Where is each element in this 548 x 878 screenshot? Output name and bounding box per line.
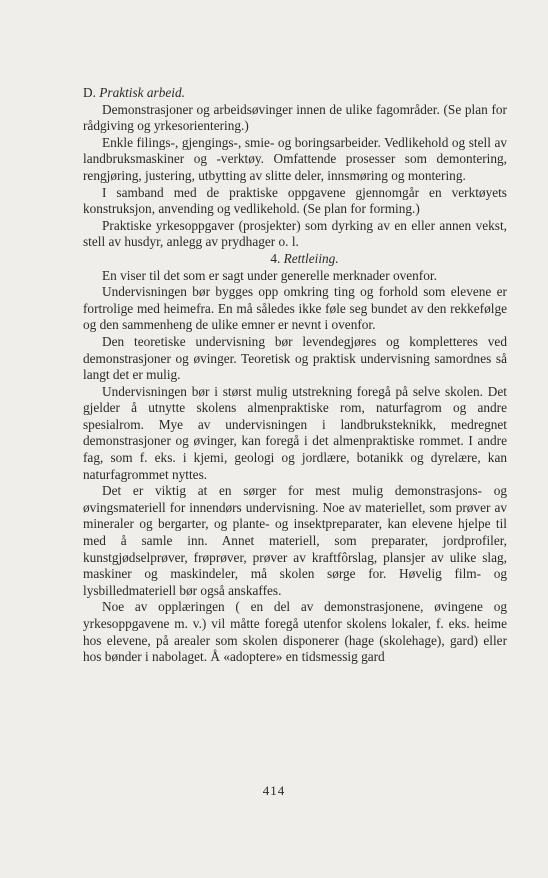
- section-d-title: Praktisk arbeid.: [99, 85, 185, 100]
- paragraph: Noe av opplæringen ( en del av demonstrasjonene, øvingene og yrkesoppgavene m. v.) vil måtte foregå utenfor skolens lokaler, f. eks. heime hos elevene, på arealer som skolen disponerer (hage (skolehage), gard) eller hos bønder i nabolaget. Å «adoptere» en tidsmessig gard: [83, 599, 507, 665]
- paragraph: Undervisningen bør bygges opp omkring ting og forhold som elevene er fortrolige med heimefra. En må således ikke føle seg bundet av den rekkefølge og den sammenheng de ulike emner er nevnt i ovenfor.: [83, 284, 507, 333]
- paragraph: Praktiske yrkesoppgaver (prosjekter) som dyrking av en eller annen vekst, stell av husdyr, anlegg av prydhager o. l.: [83, 217, 507, 250]
- section-d-letter: D.: [83, 85, 96, 100]
- paragraph: Demonstrasjoner og arbeidsøvinger innen de ulike fagområder. (Se plan for rådgiving og yrkesorientering.): [83, 101, 507, 134]
- section-4-title: Rettleiing.: [283, 250, 339, 266]
- paragraph: I samband med de praktiske oppgavene gjennomgår en verktøyets konstruksjon, anvending og vedlikehold. (Se plan for forming.): [83, 184, 507, 217]
- section-4-heading: [83, 251, 507, 268]
- paragraph: Det er viktig at en sørger for mest mulig demonstrasjons- og øvingsmateriell for innendørs undervisning. Noe av materiellet, som prøver av mineraler og bergarter, og plante- og insektpreparater, kan elevene hjelpe til med å samle inn. Annet materiell, som preparater, jordprofiler, kunstgjødselprøver, frøprøver, prøver av kraftfôrslag, plansjer av ulike slag, maskiner og maskindeler, må skolen sørge for. Høvelig film- og lysbilledmateriell bør også anskaffes.: [83, 483, 507, 598]
- page-body: [83, 85, 507, 666]
- paragraph: En viser til det som er sagt under generelle merknader ovenfor.: [102, 267, 437, 283]
- section-d-heading: [83, 85, 507, 102]
- paragraph: Undervisningen bør i størst mulig utstrekning foregå på selve skolen. Det gjelder å utnytte skolens almenpraktiske rom, naturfagrom og andre spesialrom. Mye av undervisningen i landbruksteknikk, medregnet demonstrasjoner og øvinger, kan foregå i det almenpraktiske rommet. I andre fag, som f. eks. i kjemi, geologi og jordlære, botanikk og dyrelære, kan naturfagrommet nyttes.: [83, 383, 507, 482]
- paragraph: Den teoretiske undervisning bør levendegjøres og kompletteres ved demonstrasjoner og øvinger. Teoretisk og praktisk undervisning samordnes så langt det er mulig.: [83, 333, 507, 383]
- paragraph: Enkle filings-, gjengings-, smie- og boringsarbeider. Vedlikehold og stell av landbruksmaskiner og -verktøy. Omfattende prosesser som demontering, rengjøring, justering, utbytting av slitte deler, innsmøring og montering.: [83, 134, 507, 183]
- section-4-number: 4.: [270, 250, 281, 266]
- page-number: 414: [262, 783, 286, 798]
